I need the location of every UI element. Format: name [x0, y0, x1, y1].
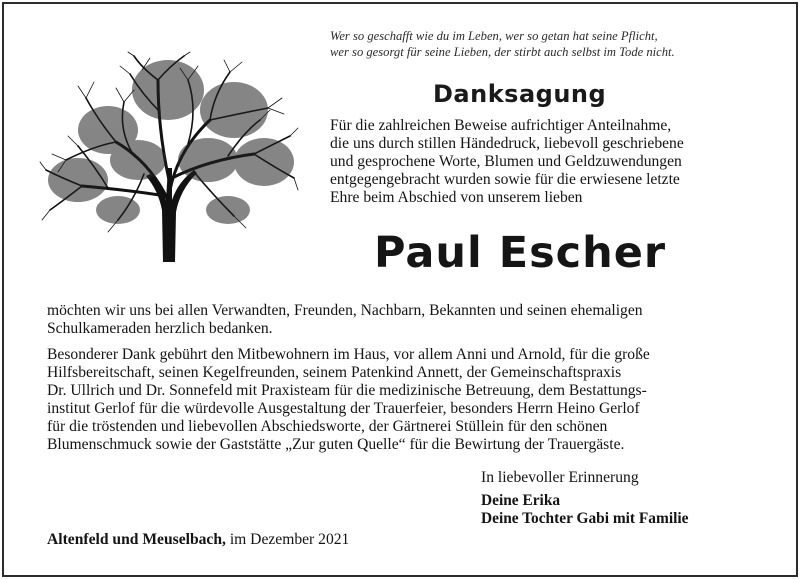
- paragraph-line: institut Gerlof für die würdevolle Ausgestaltung der Trauerfeier, besonders Herrn Heino Gerlof: [47, 400, 640, 417]
- paragraph-line: Besonderer Dank gebührt den Mitbewohnern im Haus, vor allem Anni und Arnold, für die große: [47, 346, 650, 363]
- paragraph-line: für die tröstenden und liebevollen Abschiedsworte, der Gärtnerei Stüllein für den schönen: [47, 418, 608, 435]
- intro-line: die uns durch stillen Händedruck, liebevoll geschriebene: [330, 135, 684, 152]
- signatures: [481, 492, 781, 528]
- intro-line: entgegengebracht wurden sowie für die erwiesene letzte: [330, 171, 680, 188]
- paragraph-line: Dr. Ullrich und Dr. Sonnefeld mit Praxisteam für die medizinische Betreuung, dem Bestattungs-: [47, 382, 647, 399]
- verse-line-1: Wer so geschafft wie du im Leben, wer so getan hat seine Pflicht,: [330, 29, 658, 43]
- intro-line: und gesprochene Worte, Blumen und Geldzuwendungen: [330, 153, 682, 170]
- paragraph-line: Hilfsbereitschaft, seinen Kegelfreunden, seinem Patenkind Annett, der Gemeinschaftspraxis: [47, 364, 622, 381]
- closing-phrase: In liebevoller Erinnerung: [481, 469, 639, 486]
- signature-line: Deine Erika: [481, 492, 561, 509]
- bare-tree-icon: [38, 50, 300, 262]
- intro-text: [330, 117, 770, 207]
- thanks-paragraph-2: [47, 346, 767, 454]
- place-name: Altenfeld und Meuselbach,: [47, 531, 226, 548]
- paragraph-line: Schulkameraden herzlich bedanken.: [47, 320, 273, 337]
- heading-danksagung: Danksagung: [433, 80, 607, 108]
- verse-line-2: wer so gesorgt für seine Lieben, der stirbt auch selbst im Tode nicht.: [330, 45, 675, 59]
- date-text: im Dezember 2021: [225, 531, 350, 548]
- paragraph-line: möchten wir uns bei allen Verwandten, Freunden, Nachbarn, Bekannten und seinen ehemaligen: [47, 302, 643, 319]
- intro-line: Für die zahlreichen Beweise aufrichtiger Anteilnahme,: [330, 117, 672, 134]
- intro-line: Ehre beim Abschied von unserem lieben: [330, 189, 583, 206]
- signature-line: Deine Tochter Gabi mit Familie: [481, 510, 689, 527]
- deceased-name: Paul Escher: [374, 228, 667, 278]
- paragraph-line: Blumenschmuck sowie der Gaststätte „Zur guten Quelle“ für die Bewirtung der Trauergäste.: [47, 436, 625, 453]
- thanks-paragraph-1: [47, 302, 767, 338]
- verse: [330, 28, 770, 60]
- place-date: [47, 531, 349, 549]
